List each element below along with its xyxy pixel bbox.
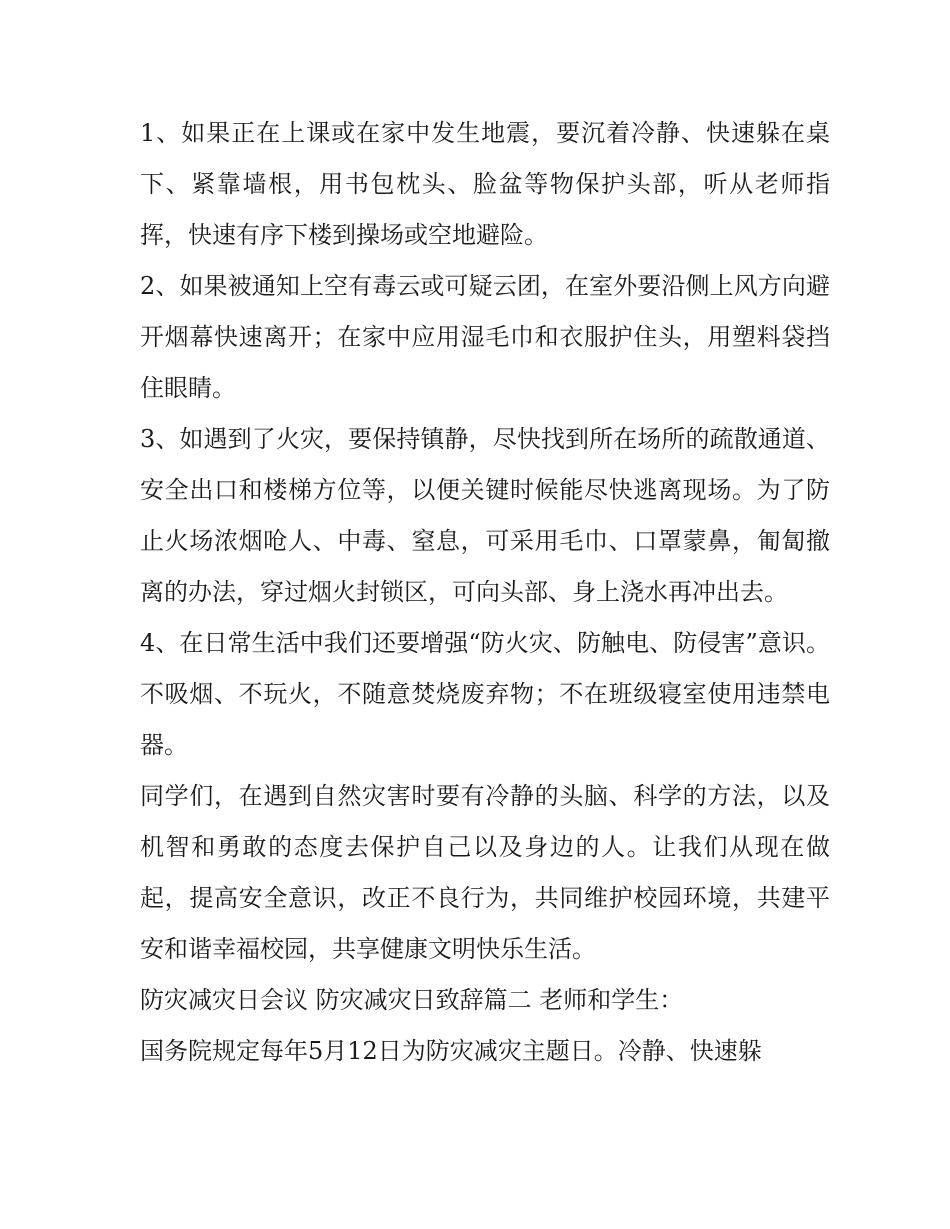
section-heading: 防灾减灾日会议 防灾减灾日致辞篇二 老师和学生： bbox=[140, 986, 684, 1014]
document-body bbox=[140, 108, 830, 1077]
paragraph-earthquake: 1、如果正在上课或在家中发生地震，要沉着冷静、快速躲在桌下、紧靠墙根，用书包枕头、脸盆等物保护头部，听从老师指挥，快速有序下楼到操场或空地避险。 bbox=[140, 119, 830, 249]
paragraph-toxic-cloud: 2、如果被通知上空有毒云或可疑云团，在室外要沿侧上风方向避开烟幕快速离开；在家中应用湿毛巾和衣服护住头，用塑料袋挡住眼睛。 bbox=[140, 272, 830, 402]
paragraph-daily-safety: 4、在日常生活中我们还要增强“防火灾、防触电、防侵害”意识。不吸烟、不玩火，不随意焚烧废弃物；不在班级寝室使用违禁电器。 bbox=[140, 629, 830, 759]
paragraph-fire: 3、如遇到了火灾，要保持镇静，尽快找到所在场所的疏散通道、安全出口和楼梯方位等，以便关键时候能尽快逃离现场。为了防止火场浓烟呛人、中毒、窒息，可采用毛巾、口罩蒙鼻，匍匐撤离的办法，穿过烟火封锁区，可向头部、身上浇水再冲出去。 bbox=[140, 425, 830, 606]
paragraph-conclusion: 同学们，在遇到自然灾害时要有冷静的头脑、科学的方法，以及机智和勇敢的态度去保护自己以及身边的人。让我们从现在做起，提高安全意识，改正不良行为，共同维护校园环境，共建平安和谐幸福校园，共享健康文明快乐生活。 bbox=[140, 782, 830, 963]
paragraph-disaster-day: 国务院规定每年5月12日为防灾减灾主题日。冷静、快速躲 bbox=[140, 1037, 762, 1065]
